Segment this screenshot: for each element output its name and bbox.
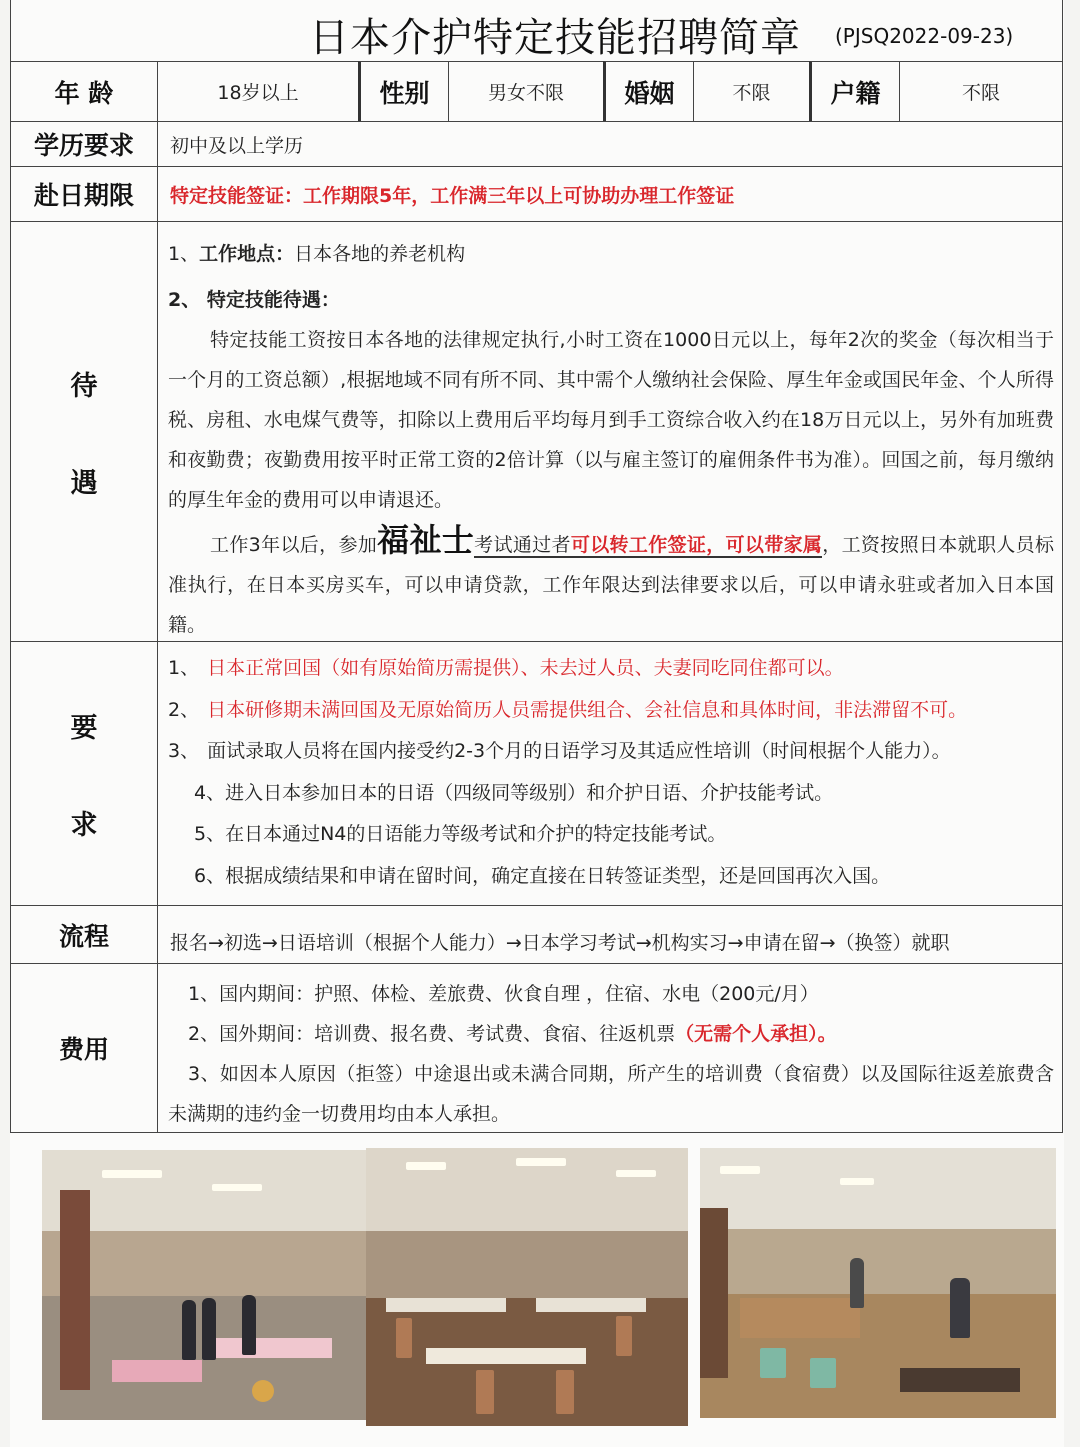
requirement-item-2 [168, 690, 1054, 732]
benefits-subtitle: 2、 特定技能待遇： [168, 289, 340, 311]
fee-item-3: 3、如因本人原因（拒签）中途退出或未满合同期，所产生的培训费（食宿费）以及国际往返差旅费含未满期的违约金一切费用均由本人承担。 [168, 1063, 1054, 1125]
term-value: 特定技能签证：工作期限5年，工作满三年以上可协助办理工作签证 [157, 166, 1063, 222]
age-label: 年 龄 [10, 61, 158, 122]
requirements-content [168, 648, 1054, 897]
requirement-num-1: 1、 [168, 657, 200, 679]
age-value: 18岁以上 [157, 61, 359, 122]
requirement-num-2: 2、 [168, 698, 200, 721]
benefits-content [168, 234, 1054, 645]
requirement-text-2: 日本研修期未满回国及无原始简历人员需提供组合、会社信息和具体时间，非法滞留不可。 [207, 698, 968, 721]
document-code: (PJSQ2022-09-23) [835, 24, 1014, 48]
benefits-line-1-num: 1、 [168, 243, 200, 265]
requirement-item-1 [168, 648, 1054, 690]
gender-label: 性别 [358, 61, 449, 122]
requirements-label-char-2: 求 [70, 809, 98, 841]
para2-text-a: 工作3年以后，参加 [210, 534, 378, 556]
requirements-label [10, 641, 158, 906]
requirement-text-3: 面试录取人员将在国内接受约2-3个月的日语学习及其适应性培训（时间根据个人能力）。 [207, 740, 951, 762]
fees-label: 费用 [10, 963, 158, 1133]
hukou-value: 不限 [899, 61, 1063, 122]
requirements-label-char-1: 要 [70, 712, 98, 744]
dining-hall-photo [366, 1148, 688, 1426]
requirement-item-5: 5、在日本通过N4的日语能力等级考试和介护的特定技能考试。 [194, 823, 727, 845]
page-title: 日本介护特定技能招聘简章 [309, 15, 801, 61]
no-cost-highlight: （无需个人承担）。 [675, 1023, 837, 1045]
requirement-num-3: 3、 [168, 740, 200, 762]
para2-text-b: 考试通过者 [474, 534, 571, 556]
marriage-label: 婚姻 [603, 61, 694, 122]
welfare-worker-highlight: 福祉士 [377, 521, 475, 559]
marriage-value: 不限 [693, 61, 810, 122]
work-location-label: 工作地点： [199, 243, 295, 265]
benefits-paragraph-1: 特定技能工资按日本各地的法律规定执行,小时工资在1000日元以上，每年2次的奖金（每次相当于一个月的工资总额）,根据地域不同有所不同、其中需个人缴纳社会保险、厚生年金或国民年金、个人所得税、房租、水电煤气费等，扣除以上费用后平均每月到手工资综合收入约在18万日元以上，另外有加班费和夜勤费；夜勤费用按平时正常工资的2倍计算（以与雇主签订的雇佣条件书为准）。回国之前，每月缴纳的厚生年金的费用可以申请退还。 [168, 329, 1054, 511]
benefits-label [10, 221, 158, 642]
fee-item-2-text: 2、国外期间：培训费、报名费、考试费、食宿、往返机票 [188, 1023, 676, 1045]
requirement-item-6: 6、根据成绩结果和申请在留时间，确定直接在日转签证类型，还是回国再次入国。 [194, 864, 891, 887]
process-label: 流程 [10, 905, 158, 964]
benefits-label-char-2: 遇 [70, 467, 98, 499]
benefits-paragraph-2 [168, 520, 1054, 645]
para2-text-c: ，工资按照日本就职人员标准执行，在日本买房买车，可以申请贷款，工作年限达到法律要求以后，可以申请永驻或者加入日本国籍。 [168, 534, 1054, 636]
work-location-value: 日本各地的养老机构 [294, 243, 466, 265]
process-value: 报名→初选→日语培训（根据个人能力）→日本学习考试→机构实习→申请在留→（换签）就职 [157, 905, 1063, 964]
title-row [10, 0, 1063, 62]
work-visa-highlight: 可以转工作签证，可以带家属 [570, 534, 823, 556]
education-label: 学历要求 [10, 121, 158, 167]
lounge-photo [700, 1148, 1056, 1418]
fee-item-2 [168, 1014, 1054, 1054]
gender-value: 男女不限 [448, 61, 604, 122]
fee-item-1: 1、国内期间：护照、体检、差旅费、伙食自理 ，住宿、水电（200元/月） [188, 983, 819, 1005]
requirement-item-3 [168, 731, 1054, 773]
requirement-text-1: 日本正常回国（如有原始简历需提供）、未去过人员、夫妻同吃同住都可以。 [207, 657, 844, 679]
benefits-label-char-1: 待 [70, 370, 98, 402]
education-value: 初中及以上学历 [157, 121, 1063, 167]
hukou-label: 户籍 [809, 61, 900, 122]
requirement-item-4: 4、进入日本参加日本的日语（四级同等级别）和介护日语、介护技能考试。 [194, 781, 834, 804]
fees-content [168, 974, 1054, 1134]
term-label: 赴日期限 [10, 166, 158, 222]
rehab-room-photo [42, 1150, 366, 1420]
